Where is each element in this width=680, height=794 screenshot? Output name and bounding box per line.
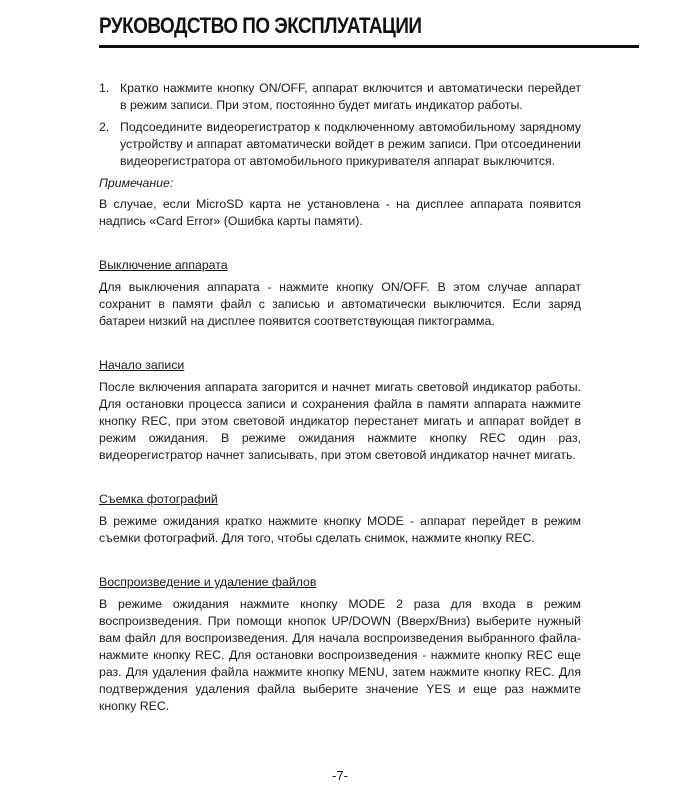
section-power-off xyxy=(99,257,581,330)
section-heading: Начало записи xyxy=(99,358,185,372)
section-text: Для выключения аппарата - нажмите кнопку ON/OFF. В этом случае аппарат сохранит в памяти файл с записью и автоматически выключится. Если заряд батареи низкий на дисплее появится соответствующая пиктограмма. xyxy=(99,280,581,328)
section-heading: Воспроизведение и удаление файлов xyxy=(99,575,317,589)
section-text: После включения аппарата загорится и начнет мигать световой индикатор работы. Для остановки процесса записи и сохранения файла в памяти аппарата нажмите кнопку REC, при этом световой индикатор перестанет мигать и аппарат войдет в режим ожидания. В режиме ожидания нажмите кнопку REC один раз, видеорегистратор начнет записывать, при этом световой индикатор начнет мигать. xyxy=(99,380,581,462)
list-item xyxy=(99,119,581,170)
section-photo xyxy=(99,491,581,547)
section-text: В режиме ожидания кратко нажмите кнопку MODE - аппарат перейдет в режим съемки фотографий. Для того, чтобы сделать снимок, нажмите кнопку REC. xyxy=(99,514,581,545)
header-rule xyxy=(99,45,639,48)
page-title: РУКОВОДСТВО ПО ЭКСПЛУАТАЦИИ xyxy=(99,13,422,38)
section-start-recording xyxy=(99,357,581,464)
section-playback xyxy=(99,574,581,715)
page-header xyxy=(99,10,639,48)
page-number: -7- xyxy=(332,768,348,783)
note-text: В случае, если MicroSD карта не установлена - на дисплее аппарата появится надпись «Card Error» (Ошибка карты памяти). xyxy=(99,197,581,228)
list-item-number: 1. xyxy=(99,81,110,95)
section-text: В режиме ожидания нажмите кнопку MODE 2 раза для входа в режим воспроизведения. При помощи кнопок UP/DOWN (Вверх/Вниз) выберите нужный вам файл для воспроизведения. Для начала воспроизведения выбранного файла- нажмите кнопку REC. Для остановки воспроизведения - нажмите кнопку REC еще раз. Для удаления файла нажмите кнопку MENU, затем нажмите кнопку REC. Для подтверждения удаления файла выберите значение YES и еще раз нажмите кнопку REC. xyxy=(99,597,581,713)
manual-content xyxy=(99,80,581,715)
section-heading: Выключение аппарата xyxy=(99,258,228,272)
list-item-number: 2. xyxy=(99,120,110,134)
list-item-text: Кратко нажмите кнопку ON/OFF, аппарат включится и автоматически перейдет в режим записи. При этом, постоянно будет мигать индикатор работы. xyxy=(120,81,581,112)
section-heading: Съемка фотографий xyxy=(99,492,218,506)
list-item xyxy=(99,80,581,114)
note-label: Примечание: xyxy=(99,176,174,190)
steps-list xyxy=(99,80,581,170)
list-item-text: Подсоедините видеорегистратор к подключенному автомобильному зарядному устройству и аппарат автоматически войдет в режим записи. При отсоединении видеорегистратора от автомобильного прикуривателя аппарат выключится. xyxy=(120,120,581,168)
